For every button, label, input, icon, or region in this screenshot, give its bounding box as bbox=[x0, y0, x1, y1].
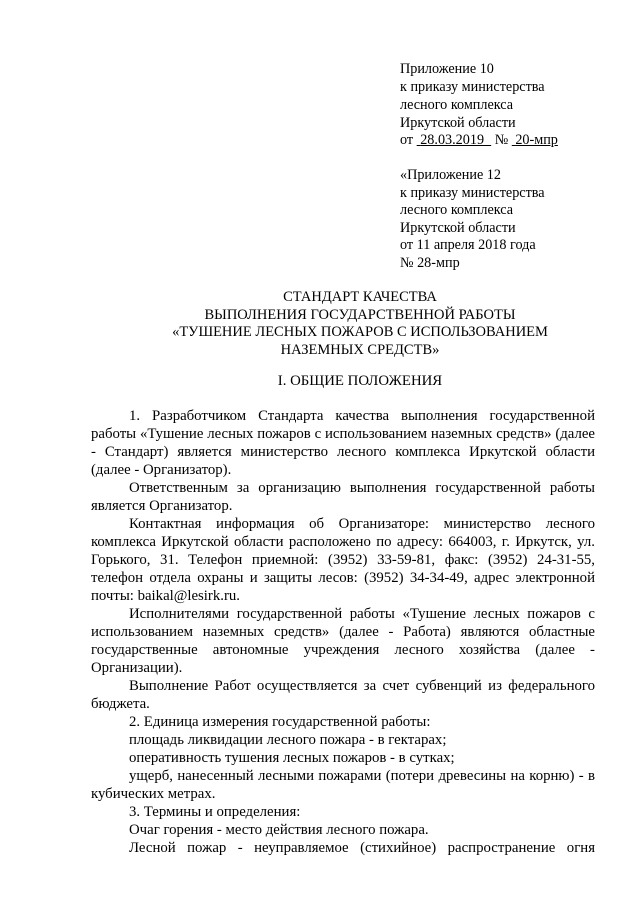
previous-appendix-number: «Приложение 12 bbox=[400, 167, 501, 183]
section-heading: I. ОБЩИЕ ПОЛОЖЕНИЯ bbox=[277, 373, 443, 389]
paragraph-contacts: Контактная информация об Организаторе: министерство лесного комплекса Иркутской области расположено по адресу: 664003, г. Иркутск, ул. Горького, 31. Телефон приемной: (3952) 33-59-81, факс: (3952) 24-31-55, телефон отдела охраны и защиты лесов: (3952) 34-34-49, адрес электронной почты: baikal@lesirk.ru. bbox=[91, 516, 595, 604]
title-line-4: НАЗЕМНЫХ СРЕДСТВ» bbox=[280, 341, 440, 358]
region-name: Иркутской области bbox=[400, 115, 516, 131]
previous-order-reference: к приказу министерства bbox=[400, 185, 545, 201]
order-date: 28.03.2019 bbox=[420, 132, 485, 148]
paragraph-units-heading: 2. Единица измерения государственной работы: bbox=[129, 714, 431, 730]
paragraph-unit-speed: оперативность тушения лесных пожаров - в сутках; bbox=[129, 750, 455, 766]
title-line-1: СТАНДАРТ КАЧЕСТВА bbox=[283, 289, 437, 305]
paragraph-responsible: Ответственным за организацию выполнения государственной работы является Организатор. bbox=[91, 480, 595, 514]
document-title bbox=[60, 289, 639, 359]
paragraph-funding: Выполнение Работ осуществляется за счет субвенций из федерального бюджета. bbox=[91, 678, 595, 712]
number-sign: № bbox=[494, 132, 509, 148]
previous-order-number: № 28-мпр bbox=[400, 255, 460, 271]
previous-order-date: от 11 апреля 2018 года bbox=[400, 237, 536, 253]
previous-region-name: Иркутской области bbox=[400, 220, 516, 236]
paragraph-unit-damage: ущерб, нанесенный лесными пожарами (потери древесины на корню) - в кубических метрах. bbox=[91, 768, 595, 802]
document-body bbox=[91, 407, 595, 857]
paragraph-term-forest-fire: Лесной пожар - неуправляемое (стихийное) распространение огня bbox=[129, 840, 595, 856]
paragraph-executors: Исполнителями государственной работы «Тушение лесных пожаров с использованием наземных средств» (далее - Работа) являются областные государственные автономные учреждения лесного хозяйства (далее - Организации). bbox=[91, 606, 595, 676]
order-reference: к приказу министерства bbox=[400, 79, 545, 95]
previous-ministry-name: лесного комплекса bbox=[400, 202, 514, 218]
title-line-2: ВЫПОЛНЕНИЯ ГОСУДАРСТВЕННОЙ РАБОТЫ bbox=[204, 306, 516, 323]
appendix-number: Приложение 10 bbox=[400, 61, 494, 77]
paragraph-developer: 1. Разработчиком Стандарта качества выполнения государственной работы «Тушение лесных пожаров с использованием наземных средств» (далее - Стандарт) является министерство лесного комплекса Иркутской области (далее - Организатор). bbox=[91, 408, 595, 478]
title-line-3: «ТУШЕНИЕ ЛЕСНЫХ ПОЖАРОВ С ИСПОЛЬЗОВАНИЕМ bbox=[172, 324, 548, 340]
ministry-name: лесного комплекса bbox=[400, 97, 514, 113]
paragraph-term-fire-source: Очаг горения - место действия лесного пожара. bbox=[129, 822, 429, 838]
order-number: 20-мпр bbox=[515, 132, 558, 148]
order-date-line bbox=[400, 132, 558, 150]
paragraph-terms-heading: 3. Термины и определения: bbox=[129, 804, 301, 820]
from-label: от bbox=[400, 132, 414, 148]
paragraph-unit-area: площадь ликвидации лесного пожара - в гектарах; bbox=[129, 732, 447, 748]
